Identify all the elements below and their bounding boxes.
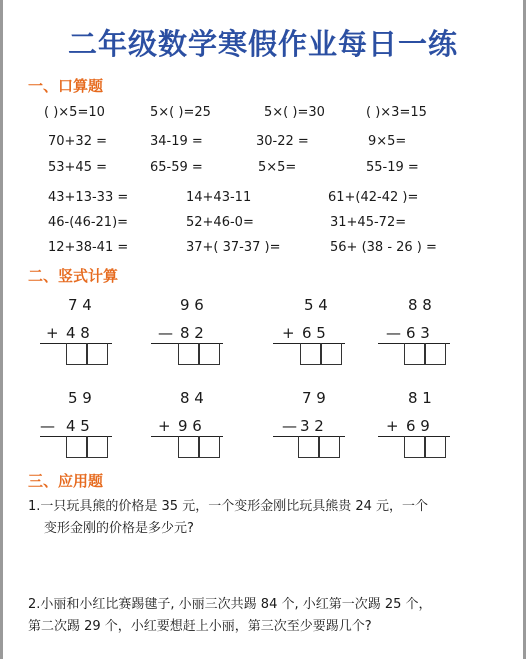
word-problem-2-line-2: 第二次踢 29 个，小红要想赶上小丽，第三次至少要踢几个? [28,619,372,634]
oral-item: ( )×5=10 [44,105,105,120]
vertical-bottom-number: 6 5 [302,324,326,342]
oral-item: 12+38-41 = [48,240,129,255]
vertical-top-number: 7 9 [302,389,326,407]
vertical-bottom-number: 3 2 [300,417,324,435]
page-title: 二年级数学寒假作业每日一练 [67,27,458,61]
oral-item: 34-19 = [150,134,203,149]
vertical-bottom-number: 4 5 [66,417,90,435]
vertical-bottom-number: 9 6 [178,417,202,435]
vertical-operator: — [282,417,297,435]
answer-box[interactable] [178,343,199,365]
oral-item: 56+ (38 - 26 ) = [330,240,437,255]
oral-item: 70+32 = [48,134,108,149]
vertical-top-number: 5 4 [304,296,328,314]
vertical-top-number: 7 4 [68,296,92,314]
vertical-operator: — [158,324,173,342]
vertical-operator: + [386,417,399,435]
oral-item: 55-19 = [366,160,419,175]
oral-item: ( )×3=15 [366,105,427,120]
page-edge-left [0,0,3,659]
vertical-bottom-number: 4 8 [66,324,90,342]
vertical-top-number: 5 9 [68,389,92,407]
vertical-operator: — [40,417,55,435]
answer-box[interactable] [199,436,220,458]
oral-item: 52+46-0= [186,215,254,230]
answer-box[interactable] [87,436,108,458]
vertical-bottom-number: 6 9 [406,417,430,435]
vertical-top-number: 9 6 [180,296,204,314]
vertical-operator: + [46,324,59,342]
word-problem-1-line-1: 1.一只玩具熊的价格是 35 元，一个变形金刚比玩具熊贵 24 元，一个 [28,499,429,514]
section-heading-oral: 一、口算题 [28,77,104,95]
answer-box[interactable] [300,343,321,365]
oral-item: 61+(42-42 )= [328,190,419,205]
oral-item: 14+43-11 [186,190,252,205]
vertical-top-number: 8 8 [408,296,432,314]
answer-box[interactable] [199,343,220,365]
answer-box[interactable] [404,343,425,365]
oral-item: 31+45-72= [330,215,407,230]
vertical-bottom-number: 8 2 [180,324,204,342]
oral-item: 5×( )=25 [150,105,211,120]
vertical-operator: + [158,417,171,435]
answer-box[interactable] [87,343,108,365]
vertical-bottom-number: 6 3 [406,324,430,342]
answer-box[interactable] [425,343,446,365]
oral-item: 43+13-33 = [48,190,129,205]
answer-box[interactable] [66,436,87,458]
word-problem-2-line-1: 2.小丽和小红比赛踢毽子, 小丽三次共踢 84 个, 小红第一次踢 25 个， [28,597,432,612]
oral-item: 5×5= [258,160,297,175]
vertical-operator: + [282,324,295,342]
vertical-top-number: 8 1 [408,389,432,407]
answer-box[interactable] [425,436,446,458]
answer-box[interactable] [404,436,425,458]
answer-box[interactable] [298,436,319,458]
oral-item: 46-(46-21)= [48,215,129,230]
oral-item: 65-59 = [150,160,203,175]
oral-item: 37+( 37-37 )= [186,240,281,255]
section-heading-word-problems: 三、应用题 [28,472,104,490]
vertical-top-number: 8 4 [180,389,204,407]
oral-item: 5×( )=30 [264,105,325,120]
oral-item: 9×5= [368,134,407,149]
section-heading-vertical: 二、竖式计算 [28,267,119,285]
answer-box[interactable] [66,343,87,365]
word-problem-1-line-2: 变形金刚的价格是多少元? [44,521,194,536]
answer-box[interactable] [319,436,340,458]
answer-box[interactable] [178,436,199,458]
oral-item: 30-22 = [256,134,309,149]
vertical-operator: — [386,324,401,342]
answer-box[interactable] [321,343,342,365]
oral-item: 53+45 = [48,160,108,175]
